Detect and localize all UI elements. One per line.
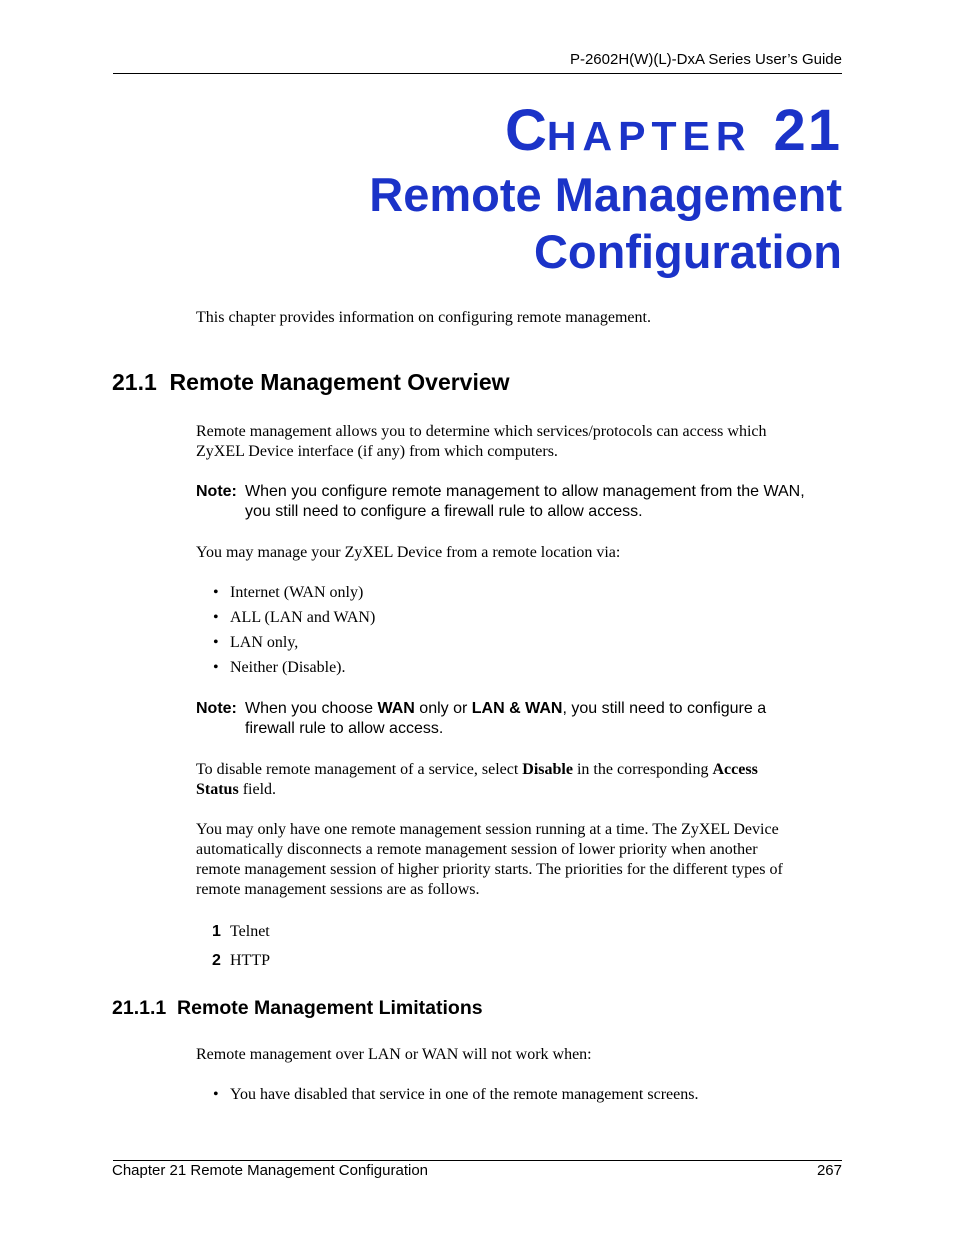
list-item-text: ALL (LAN and WAN) [230, 609, 376, 626]
list-item: • LAN only, [213, 634, 299, 651]
footer-chapter: Chapter 21 Remote Management Configuration [112, 1162, 429, 1179]
header-rule [113, 73, 842, 74]
list-item-text: LAN only, [230, 634, 299, 651]
chapter-title-line2: Configuration [533, 225, 842, 278]
list-item-text: Neither (Disable). [230, 659, 346, 676]
overview-line1: Remote management allows you to determine which services/protocols can access which [196, 423, 767, 440]
guide-title: P-2602H(W)(L)-DxA Series User’s Guide [569, 51, 842, 68]
disable-paragraph [196, 760, 836, 800]
overview-paragraph [196, 422, 836, 462]
session-paragraph [196, 820, 836, 900]
chapter-title-line1: Remote Management [369, 168, 842, 221]
session-line3: remote management session of higher priority starts. The priorities for the different types of [196, 861, 783, 878]
note-line1: When you configure remote management to allow management from the WAN, [245, 483, 805, 500]
session-line4: remote management sessions are as follows. [196, 881, 480, 898]
chapter-title [369, 166, 842, 280]
chapter-word-first: C [505, 98, 547, 163]
note-line1: When you choose WAN only or LAN & WAN, you still need to configure a [245, 700, 767, 717]
note-label: Note: [196, 700, 237, 717]
note-wan-firewall [196, 482, 846, 522]
chapter-number: 21 [773, 98, 842, 163]
list-item: • Internet (WAN only) [213, 584, 364, 601]
footer-rule [113, 1160, 842, 1161]
disable-line1: To disable remote management of a service, select Disable in the corresponding Access [196, 761, 758, 778]
note-line2: you still need to configure a firewall rule to allow access. [245, 503, 643, 520]
session-line2: automatically disconnects a remote management session of lower priority when another [196, 841, 758, 858]
section-heading-21-1-1: 21.1.1 Remote Management Limitations [112, 997, 483, 1019]
session-line1: You may only have one remote management session running at a time. The ZyXEL Device [196, 821, 779, 838]
note-lan-wan [196, 699, 846, 739]
note-line2: firewall rule to allow access. [245, 720, 444, 737]
list-item: • ALL (LAN and WAN) [213, 609, 376, 626]
priority-item: 2 HTTP [212, 952, 270, 969]
priority-item: 1 Telnet [212, 923, 270, 940]
page-number: 267 [816, 1162, 842, 1179]
section-heading-21-1: 21.1 Remote Management Overview [112, 369, 510, 395]
note-label: Note: [196, 483, 237, 500]
disable-line2: Status field. [196, 781, 277, 798]
list-item: • You have disabled that service in one of the remote management screens. [213, 1086, 699, 1103]
list-item-text: You have disabled that service in one of the remote management screens. [230, 1086, 699, 1103]
list-item-text: Internet (WAN only) [230, 584, 364, 601]
intro-paragraph: This chapter provides information on configuring remote management. [196, 309, 651, 326]
limitations-paragraph: Remote management over LAN or WAN will not work when: [196, 1046, 592, 1063]
remote-location-paragraph: You may manage your ZyXEL Device from a remote location via: [196, 544, 621, 561]
list-item: • Neither (Disable). [213, 659, 346, 676]
overview-line2: ZyXEL Device interface (if any) from which computers. [196, 443, 558, 460]
chapter-word-rest: HAPTER [546, 113, 752, 159]
